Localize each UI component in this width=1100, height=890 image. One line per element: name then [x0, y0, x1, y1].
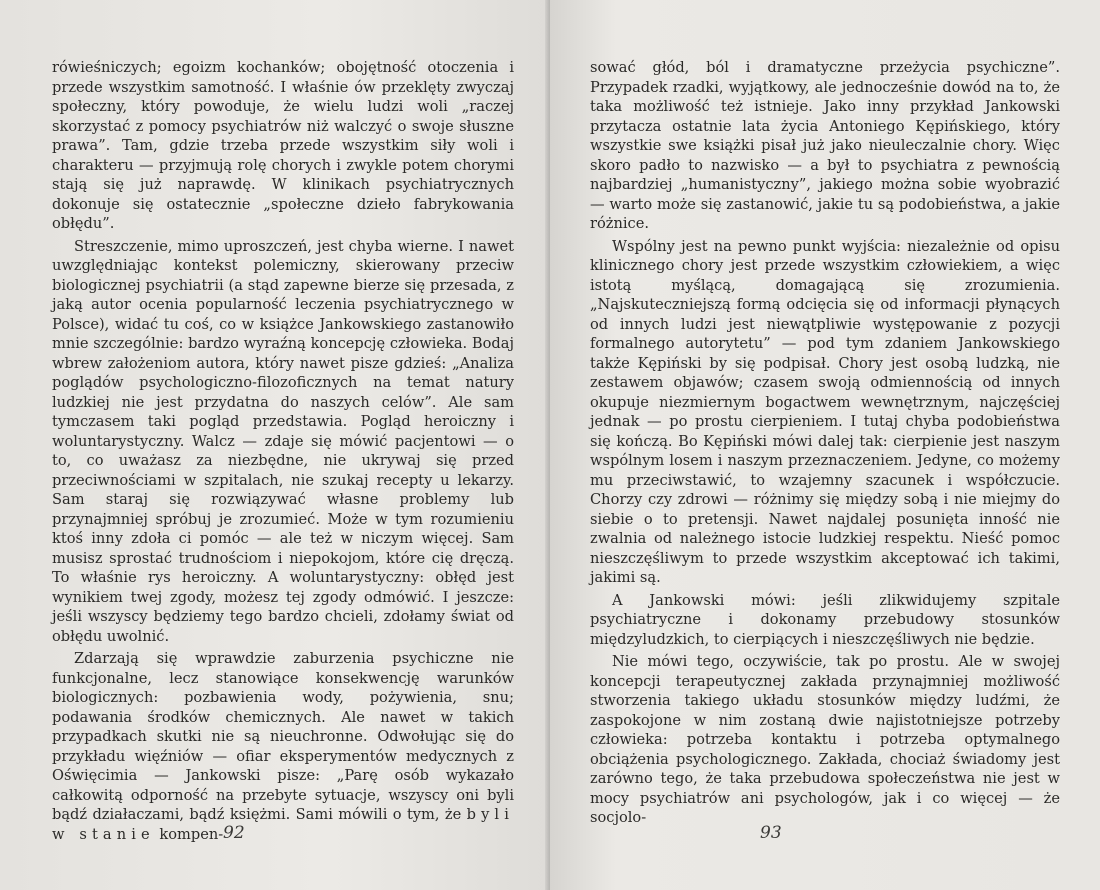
right-page-text — [590, 58, 1060, 828]
paragraph: Nie mówi tego, oczywiście, tak po prostu. Ale w swojej koncepcji terapeutycznej zakłada przynajmniej możliwość stworzenia takiego układu stosunków między ludźmi, że zaspokojone w nim zostaną dwie najistotniejsze potrzeby człowieka: potrzeba kontaktu i potrzeba optymalnego obciążenia psychologicznego. Zakłada, chociaż świadomy jest zarówno tego, że taka przebudowa społeczeństwa nie jest w mocy psychiatrów ani psychologów, jak i co więcej — że socjolo- — [590, 653, 1060, 826]
paragraph: sować głód, ból i dramatyczne przeżycia psychiczne”. Przypadek rzadki, wyjątkowy, ale jednocześnie dowód na to, że taka możliwość też istnieje. Jako inny przykład Jankowski przytacza ostatnie lata życia Antoniego Kępińskiego, który wszystkie swe książki pisał już jako nieuleczalnie chory. Więc skoro padło to nazwisko — a był to psychiatra z pewnością najbardziej „humanistyczny”, jakiego można sobie wyobrazić — warto może się zastanowić, jakie tu są podobieństwa, a jakie różnice. — [590, 59, 1060, 232]
page-number: 92 — [223, 823, 245, 843]
right-page — [550, 0, 1100, 890]
left-page-text — [52, 58, 514, 844]
paragraph — [52, 649, 514, 844]
paragraph-text: Zdarzają się wprawdzie zaburzenia psychiczne nie funkcjonalne, lecz stanowiące konsekwencję warunków biologicznych: pozbawienia wody, pożywienia, snu; podawania środków chemicznych. Ale nawet w takich przypadkach skutki nie są nieuchronne. Odwołując się do przykładu więźniów — ofiar eksperymentów medycznych z Oświęcimia — Jankowski pisze: „Parę osób wykazało całkowitą odporność na przebyte sytuacje, wszyscy oni byli bądź działaczami, bądź księżmi. Sami mówili o tym, że — [52, 650, 514, 823]
paragraph: Streszczenie, mimo uproszczeń, jest chyba wierne. I nawet uwzględniając kontekst polemiczny, skierowany przeciw biologicznej psychiatrii (a stąd zapewne bierze się przesada, z jaką autor ocenia popularność leczenia psychiatrycznego w Polsce), widać tu coś, co w książce Jankowskiego zastanowiło mnie szczególnie: bardzo wyraźną koncepcję człowieka. Bodaj wbrew założeniom autora, który nawet pisze gdzieś: „Analiza poglądów psychologiczno-filozoficznych na temat natury ludzkiej nie jest przydatna do naszych celów”. Ale sam tymczasem taki pogląd przedstawia. Pogląd heroiczny i woluntarystyczny. Walcz — zdaje się mówić pacjentowi — o to, co uważasz za niezbędne, nie ukrywaj się przed przeciwnościami w szpitalach, nie szukaj recepty u lekarzy. Sam staraj się rozwiązywać własne problemy lub przynajmniej spróbuj je zrozumieć. Może w tym rozumieniu ktoś inny zdoła ci pomóc — ale też w niczym więcej. Sam musisz sprostać trudnościom i niepokojom, które cię dręczą. To właśnie rys heroiczny. A woluntarystyczny: obłęd jest wynikiem twej zgody, możesz tej zgody odmówić. I jeszcze: jeśli wszyscy będziemy tego bardzo chcieli, zdołamy świat od obłędu uwolnić. — [52, 237, 514, 645]
paragraph-tail: kompen- — [154, 825, 224, 843]
paragraph: rówieśniczych; egoizm kochanków; obojętność otoczenia i przede wszystkim samotność. I właśnie ów przeklęty zwyczaj społeczny, który powoduje, że wielu ludzi woli „raczej skorzystać z pomocy psychiatrów niż walczyć o swoje słuszne prawa”. Tam, gdzie trzeba przede wszystkim siły woli i charakteru — przyjmują rolę chorych i zwykle potem chorymi stają się już naprawdę. W klinikach psychiatrycznych dokonuje się ostatecznie „społeczne dzieło fabrykowania obłędu”. — [52, 59, 514, 232]
page-number: 93 — [760, 823, 782, 843]
paragraph: A Jankowski mówi: jeśli zlikwidujemy szpitale psychiatryczne i dokonamy przebudowy stosunków międzyludzkich, to cierpiących i nieszczęśliwych nie będzie. — [590, 591, 1060, 648]
paragraph: Wspólny jest na pewno punkt wyjścia: niezależnie od opisu klinicznego chory jest przede wszystkim człowiekiem, a więc istotą myślącą, domagającą się zrozumienia. „Najskuteczniejszą formą odcięcia się od informacji płynących od innych ludzi jest niewątpliwie występowanie z pozycji formalnego autorytetu” — pod tym zdaniem Jankowskiego także Kępiński by się podpisał. Chory jest osobą ludzką, nie zestawem objawów; czasem swoją odmiennością od innych okupuje niezmiernym bogactwem wewnętrznym, najczęściej jednak — po prostu cierpieniem. I tutaj chyba podobieństwa się kończą. Bo Kępiński mówi dalej tak: cierpienie jest naszym wspólnym losem i naszym przeznaczeniem. Jedyne, co możemy mu przeciwstawić, to wzajemny szacunek i współczucie. Chorzy czy zdrowi — różnimy się między sobą i nie miejmy do siebie o to pretensji. Nawet najdalej posunięta inność nie zwalnia od należnego istocie ludzkiej respektu. Nieść pomoc nieszczęśliwym to przede wszystkim akceptować ich takimi, jakimi są. — [590, 237, 1060, 586]
spaced-emphasis: byli w stanie — [52, 806, 514, 843]
